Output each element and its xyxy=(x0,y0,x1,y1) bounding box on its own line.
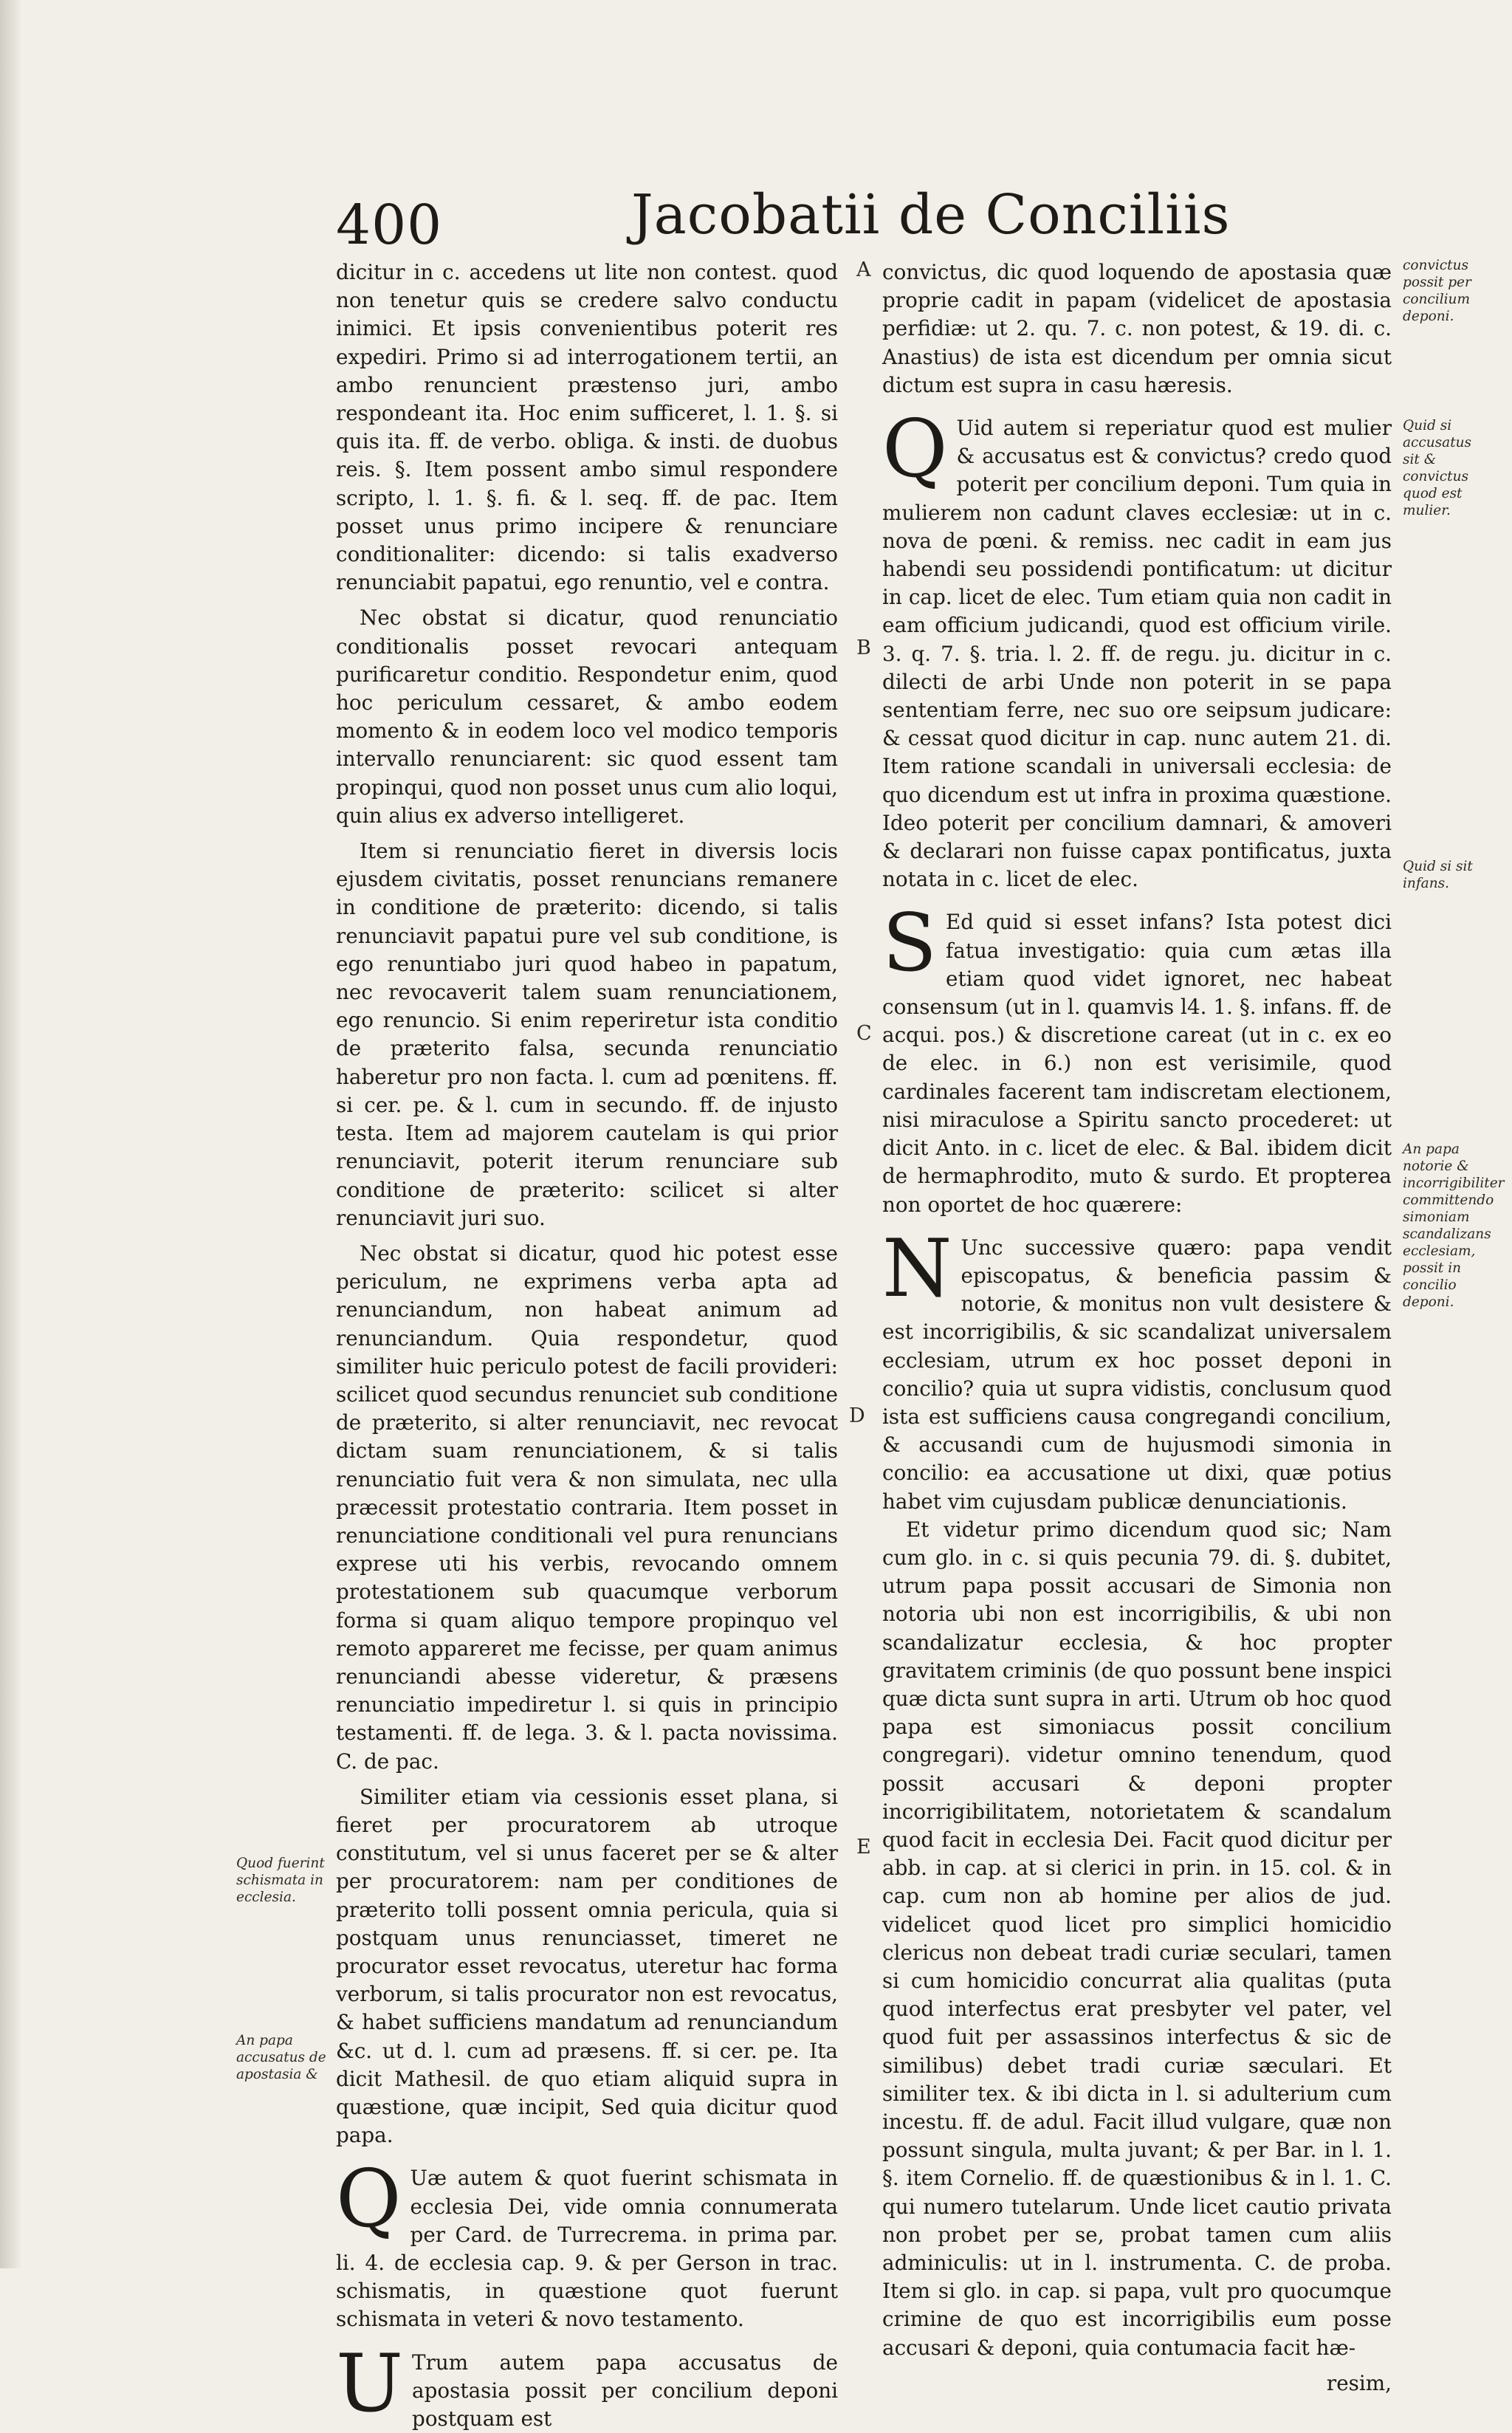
section-mulier xyxy=(882,403,1392,893)
right-text-column xyxy=(882,258,1392,2398)
margin-note: An papa accusatus de apostasia & xyxy=(236,2033,326,2082)
drop-capital: Q xyxy=(882,403,948,496)
paragraph: Nec obstat si dicatur, quod hic potest esse periculum, ne exprimens verba apta ad renunciandum, non habeat animum ad renunciandum. Quia respondetur, quod similiter huic periculo potest de facili provideri: scilicet quod secundus renunciet sub conditione de præterito, si alter renunciavit, nec revocat dictam suam renunciationem, & si talis renunciatio fuit vera & non simulata, nec ulla præcessit protestatio contraria. Item posset in renunciatione conditionali vel pura renuncians exprese uti his verbis, revocando omnem protestationem sub quacumque verborum forma si quam aliquo tempore propinquo vel remoto appareret me fecisse, per quam animus renunciandi abesse videretur, & præsens renunciatio impediretur l. si quis in principio testamenti. ff. de lega. 3. & l. pacta novissima. C. de pac. xyxy=(336,1240,838,1774)
margin-note: An papa notorie & incorrigibiliter committendo simoniam scandalizans ecclesiam, possit in concilio deponi. xyxy=(1403,1142,1505,1310)
paragraph: Nec obstat si dicatur, quod renunciatio conditionalis posset revocari antequam purificaretur conditio. Respondetur enim, quod hoc periculum cessaret, & ambo eodem momento & in eodem loco vel modico temporis intervallo renunciarent: sic quod essent tam propinqui, quod non posset unus cum alio loqui, quin alius ex adverso intelligeret. xyxy=(336,605,838,828)
paragraph: convictus, dic quod loquendo de apostasia quæ proprie cadit in papam (videlicet de apostasia perfidiæ: ut 2. qu. 7. c. non potest, & 19. di. c. Anastius) de ista est dicendum per omnia sicut dictum est supra in casu hæresis. xyxy=(882,260,1392,397)
paragraph: Ed quid si esset infans? Ista potest dici fatua investigatio: quia cum ætas illa etiam quod videt ignoret, nec habeat consensum (ut in l. quamvis l4. 1. §. infans. ff. de acqui. pos.) & discretione careat (ut in c. ex eo de elec. in 6.) non est verisimile, quod cardinales facerent tam indiscretam electionem, nisi miraculose a Spiritu sancto procederet: ut dicit Anto. in c. licet de elec. & Bal. ibidem dicit de hermaphrodito, muto & surdo. Et propterea non oportet de hoc quærere: xyxy=(882,910,1392,1217)
section-infans xyxy=(882,897,1392,1218)
margin-letter-b: B xyxy=(856,636,871,659)
drop-capital: U xyxy=(336,2337,404,2430)
margin-note: convictus possit per concilium deponi. xyxy=(1403,258,1471,324)
drop-capital: S xyxy=(882,897,937,990)
drop-capital: Q xyxy=(336,2153,402,2246)
margin-note: Quod fuerint schismata in ecclesia. xyxy=(236,1856,325,1905)
drop-capital: N xyxy=(882,1222,952,1315)
margin-note: Quid si sit infans. xyxy=(1403,859,1473,891)
paragraph: Uid autem si reperiatur quod est mulier & accusatus est & convictus? credo quod poterit per concilium deponi. Tum quia in mulierem non cadunt claves ecclesiæ: ut in c. nova de pœni. & remiss. nec cadit in eam jus habendi seu possidendi pontificatum: ut dicitur in cap. licet de elec. Tum etiam quia non cadit in eam officium judicandi, quod est officium virile. 3. q. 7. §. tria. l. 2. ff. de regu. ju. dicitur in c. dilecti de arbi Unde non poterit in se papa sententiam ferre, nec suo ore seipsum judicare: & cessat quod dicitur in cap. nunc autem 21. di. Item ratione scandali in universali ecclesia: de quo dicendum est ut infra in proxima quæstione. Ideo poterit per concilium damnari, & amoveri & declarari non fuisse capax pontificatus, juxta notata in c. licet de elec. xyxy=(882,416,1392,892)
page-number: 400 xyxy=(336,193,443,257)
margin-letter-d: D xyxy=(849,1404,865,1427)
page-edge-shadow xyxy=(0,0,21,2268)
paragraph: Unc successive quæro: papa vendit episcopatus, & beneficia passim & notorie, & monitus non vult desistere & est incorrigibilis, & sic scandalizat universalem ecclesiam, utrum ex hoc posset deponi in concilio? quia ut supra vidistis, conclusum quod ista est sufficiens causa congregandi concilium, & accusandi cum de hujusmodi simonia in concilio: ea accusatione ut dixi, quæ potius habet vim cujusdam publicæ denunciationis. xyxy=(882,1235,1392,1514)
paragraph: Similiter etiam via cessionis esset plana, si fieret per procuratorem ab utroque constitutum, vel si unus faceret per se & alter per procuratorem: nam per conditiones de præterito tolli possent omnia pericula, quia si postquam unus renunciasset, timeret ne procurator esset revocatus, uteretur hac forma verborum, si talis procurator non est revocatus, & habet sufficiens mandatum ad renunciandum &c. ut d. l. cum ad præsens. ff. si cer. pe. Ita dicit Mathesil. de quo etiam aliquid supra in quæstione, quæ incipit, Sed quia dicitur quod papa. xyxy=(336,1784,838,2148)
running-head-title: Jacobatii de Conciliis xyxy=(631,183,1231,247)
left-text-column xyxy=(336,258,838,2433)
margin-note: Quid si accusatus sit & convictus quod est mulier. xyxy=(1403,418,1472,518)
paragraph: Et videtur primo dicendum quod sic; Nam cum glo. in c. si quis pecunia 79. di. §. dubitet, utrum papa possit accusari de Simonia non notoria ubi non est incorrigibilis, & ubi non scandalizatur ecclesia, & hoc propter gravitatem criminis (de quo possunt bene inspici quæ dicta sunt supra in arti. Utrum ob hoc quod papa est simoniacus possit concilium congregari). videtur omnino tenendum, quod possit accusari & deponi propter incorrigibilitatem, notorietatem & scandalum quod facit in ecclesia Dei. Facit quod dicitur per abb. in cap. at si clerici in prin. in 15. col. & in cap. cum non ab homine per alios de jud. videlicet quod licet pro simplici homicidio clericus non debeat tradi curiæ seculari, tamen si cum homicidio concurrat alia qualitas (puta quod interfectus erat presbyter vel pater, vel quod fuit per assassinos interfectus & sic de similibus) debet tradi curiæ sæculari. Et similiter tex. & ibi dicta in l. si adulterium cum incestu. ff. de adul. Facit illud vulgare, quæ non possunt singula, multa juvant; & per Bar. in l. 1. §. item Cornelio. ff. de quæstionibus & in l. 1. C. qui numero tutelarum. Unde licet cautio privata non probet per se, probat tamen cum aliis adminiculis: ut in l. instrumenta. C. de proba. Item si glo. in cap. si papa, vult pro quocumque crimine de quo est incorrigibilis eum posse accusari & deponi, quia contumacia facit hæ- xyxy=(882,1517,1392,2360)
section-apostasia xyxy=(336,2337,838,2433)
section-simonia xyxy=(882,1222,1392,1516)
paragraph: Uæ autem & quot fuerint schismata in ecclesia Dei, vide omnia connumerata per Card. de Turrecrema. in prima par. li. 4. de ecclesia cap. 9. & per Gerson in trac. schismatis, in quæstione quot fuerunt schismata in veteri & novo testamento. xyxy=(336,2166,838,2332)
section-schismata xyxy=(336,2153,838,2333)
margin-letter-c: C xyxy=(856,1022,872,1045)
margin-letter-e: E xyxy=(856,1836,871,1859)
paragraph: dicitur in c. accedens ut lite non contest. quod non tenetur quis se credere salvo conductu inimici. Et ipsis convenientibus poterit res expediri. Primo si ad interrogationem tertii, an ambo renuncient præstenso juri, ambo respondeant ita. Hoc enim sufficeret, l. 1. §. si quis ita. ff. de verbo. obliga. & insti. de duobus reis. §. Item possent ambo simul respondere scripto, l. 1. §. fi. & l. seq. ff. de pac. Item posset unus primo incipere & renunciare conditionaliter: dicendo: si talis exadverso renunciabit papatui, ego renuntio, vel e contra. xyxy=(336,260,838,595)
paragraph: Item si renunciatio fieret in diversis locis ejusdem civitatis, posset renuncians remanere in conditione de præterito: dicendo, si talis renunciavit papatui pure vel sub conditione, is ego renuntiabo juri quod habeo in papatum, nec revocaverit talem suam renunciationem, ego renuncio. Si enim reperiretur ista conditio de præterito falsa, secunda renunciatio haberetur pro non facta. l. cum ad pœnitens. ff. si cer. pe. & l. cum in secundo. ff. de injusto testa. Item ad majorem cautelam is qui prior renunciavit, poterit iterum renunciare sub conditione de præterito: scilicet si alter renunciavit juri suo. xyxy=(336,839,838,1230)
margin-letter-a: A xyxy=(856,258,871,281)
paragraph: Trum autem papa accusatus de apostasia possit per concilium deponi postquam est xyxy=(412,2350,838,2432)
catchword: resim, xyxy=(1326,2370,1392,2395)
